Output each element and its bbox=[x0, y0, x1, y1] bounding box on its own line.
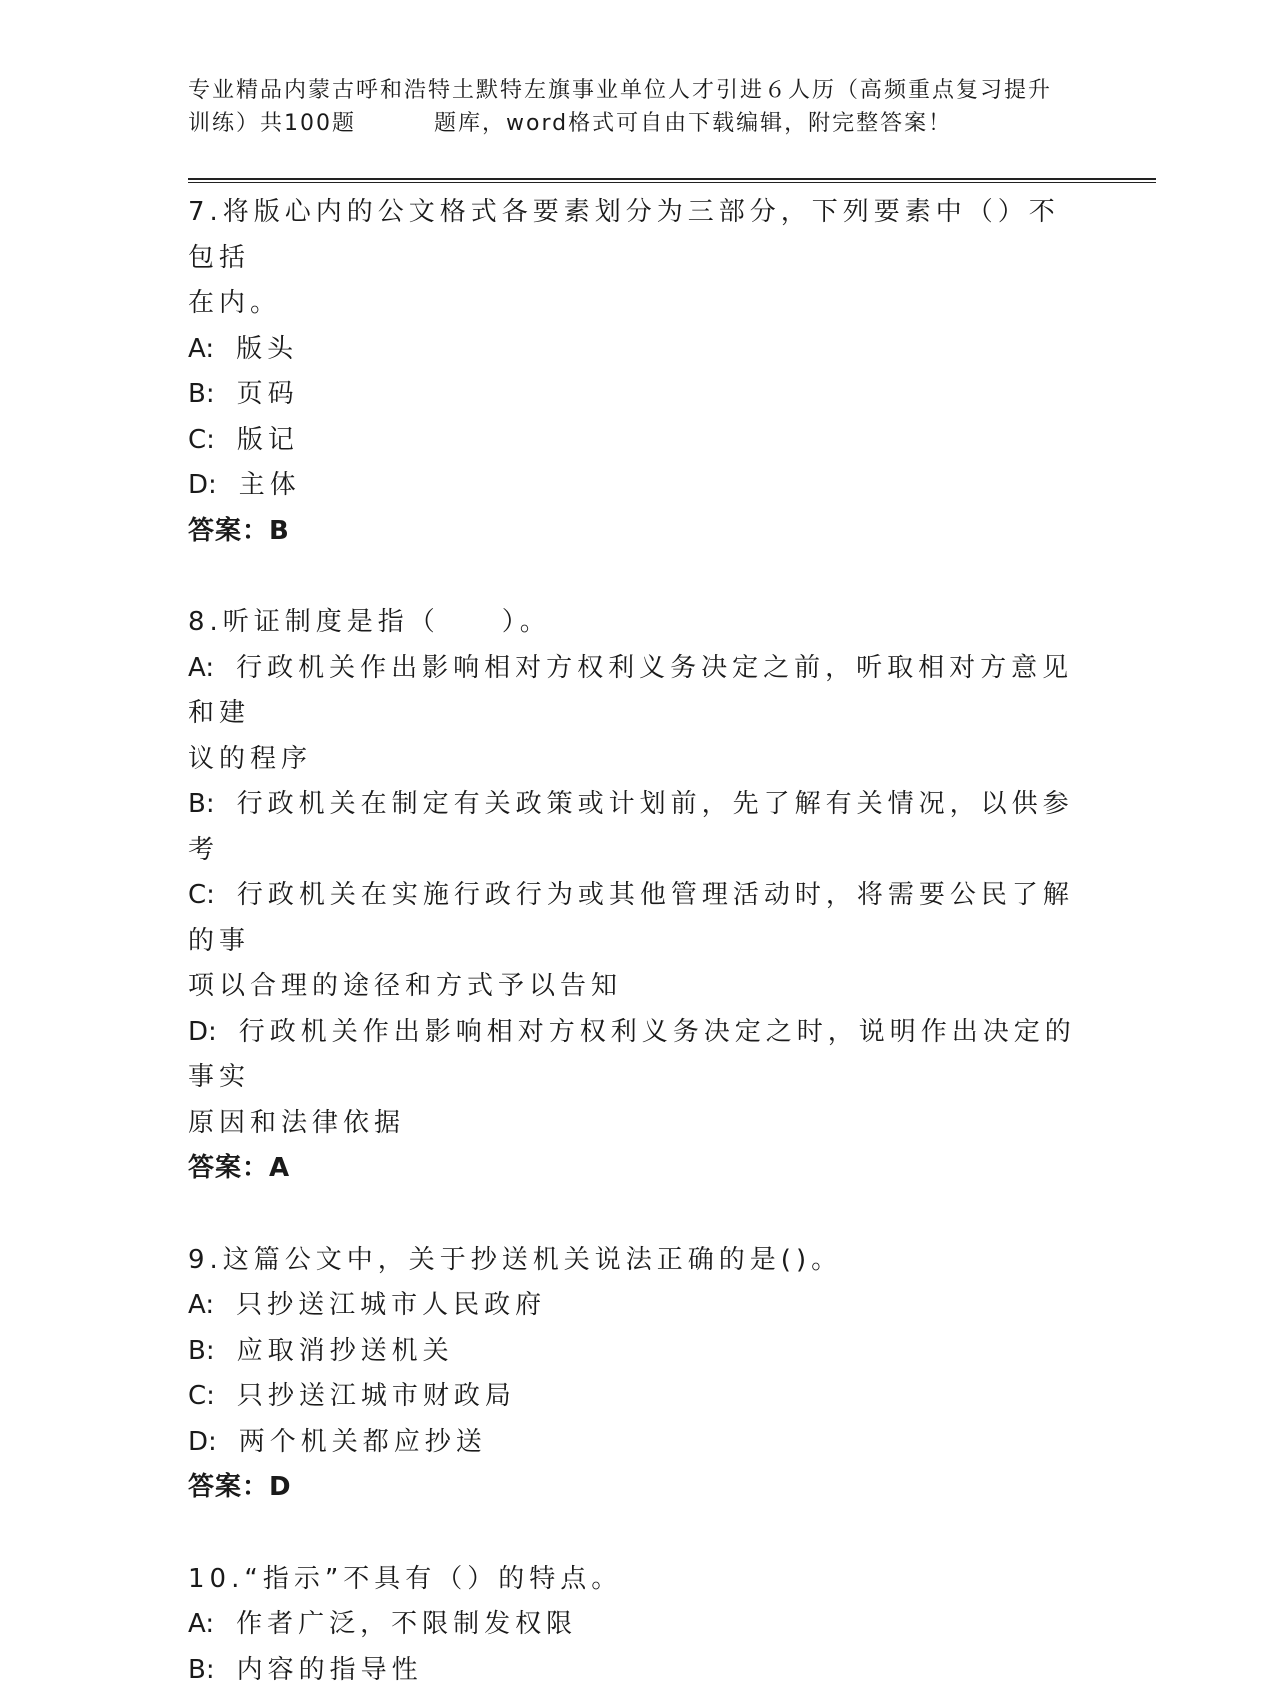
option-key: B: bbox=[188, 1336, 215, 1366]
option-text: 作者广泛，不限制发权限 bbox=[236, 1609, 577, 1639]
header-divider-thick bbox=[188, 178, 1156, 180]
option-text: 行政机关作出影响相对方权利义务决定之前，听取相对方意见和建 bbox=[188, 653, 1073, 729]
option-d bbox=[188, 463, 1088, 509]
option-d-continued: 原因和法律依据 bbox=[188, 1101, 1088, 1147]
option-text: 版记 bbox=[237, 425, 299, 455]
header-divider-thin bbox=[188, 182, 1156, 183]
option-a bbox=[188, 327, 1088, 373]
answer: 答案：D bbox=[188, 1465, 1088, 1511]
option-b bbox=[188, 1329, 1088, 1375]
option-b bbox=[188, 782, 1088, 873]
option-key: B: bbox=[188, 1655, 215, 1685]
option-key: D: bbox=[188, 1427, 217, 1457]
option-text: 行政机关在制定有关政策或计划前，先了解有关情况，以供参考 bbox=[188, 789, 1074, 865]
header-title-line-2 bbox=[188, 107, 1088, 140]
option-text: 只抄送江城市财政局 bbox=[237, 1381, 516, 1411]
option-text: 主体 bbox=[239, 470, 301, 500]
question-7 bbox=[188, 190, 1088, 554]
option-text: 应取消抄送机关 bbox=[237, 1336, 454, 1366]
option-key: C: bbox=[188, 1381, 215, 1411]
option-key: D: bbox=[188, 1017, 217, 1047]
option-key: A: bbox=[188, 1290, 214, 1320]
option-a bbox=[188, 1602, 1088, 1648]
option-key: A: bbox=[188, 653, 214, 683]
question-text-continued: 在内。 bbox=[188, 281, 1088, 327]
option-c bbox=[188, 418, 1088, 464]
answer: 答案：A bbox=[188, 1146, 1088, 1192]
answer: 答案：B bbox=[188, 509, 1088, 555]
page-header bbox=[188, 74, 1088, 140]
header-title-line-1: 专业精品内蒙古呼和浩特土默特左旗事业单位人才引进６人历（高频重点复习提升 bbox=[188, 74, 1088, 107]
question-9 bbox=[188, 1238, 1088, 1511]
option-d bbox=[188, 1420, 1088, 1466]
option-text: 行政机关在实施行政行为或其他管理活动时，将需要公民了解的事 bbox=[188, 880, 1074, 956]
option-text: 内容的指导性 bbox=[237, 1655, 423, 1685]
option-text: 两个机关都应抄送 bbox=[239, 1427, 487, 1457]
option-c bbox=[188, 1374, 1088, 1420]
option-a-continued: 议的程序 bbox=[188, 737, 1088, 783]
option-a bbox=[188, 646, 1088, 737]
question-10 bbox=[188, 1557, 1088, 1693]
header-title-right: 题库，word格式可自由下载编辑，附完整答案！ bbox=[434, 111, 952, 136]
option-text: 版头 bbox=[236, 334, 298, 364]
question-list bbox=[188, 190, 1088, 1693]
option-key: B: bbox=[188, 789, 215, 819]
question-8 bbox=[188, 600, 1088, 1192]
option-key: A: bbox=[188, 334, 214, 364]
question-text: 9.这篇公文中，关于抄送机关说法正确的是()。 bbox=[188, 1238, 1088, 1284]
option-b bbox=[188, 372, 1088, 418]
question-text: 7.将版心内的公文格式各要素划分为三部分，下列要素中（）不包括 bbox=[188, 190, 1088, 281]
option-key: B: bbox=[188, 379, 215, 409]
header-title-left: 训练）共100题 bbox=[188, 111, 356, 136]
option-text: 只抄送江城市人民政府 bbox=[236, 1290, 546, 1320]
option-key: C: bbox=[188, 425, 215, 455]
option-b bbox=[188, 1648, 1088, 1693]
option-c bbox=[188, 873, 1088, 964]
option-c-continued: 项以合理的途径和方式予以告知 bbox=[188, 964, 1088, 1010]
option-text: 页码 bbox=[237, 379, 299, 409]
question-text: 8.听证制度是指（ ）。 bbox=[188, 600, 1088, 646]
question-text: 10.“指示”不具有（）的特点。 bbox=[188, 1557, 1088, 1603]
option-key: D: bbox=[188, 470, 217, 500]
option-key: C: bbox=[188, 880, 215, 910]
option-d bbox=[188, 1010, 1088, 1101]
option-a bbox=[188, 1283, 1088, 1329]
option-text: 行政机关作出影响相对方权利义务决定之时，说明作出决定的事实 bbox=[188, 1017, 1076, 1093]
option-key: A: bbox=[188, 1609, 214, 1639]
